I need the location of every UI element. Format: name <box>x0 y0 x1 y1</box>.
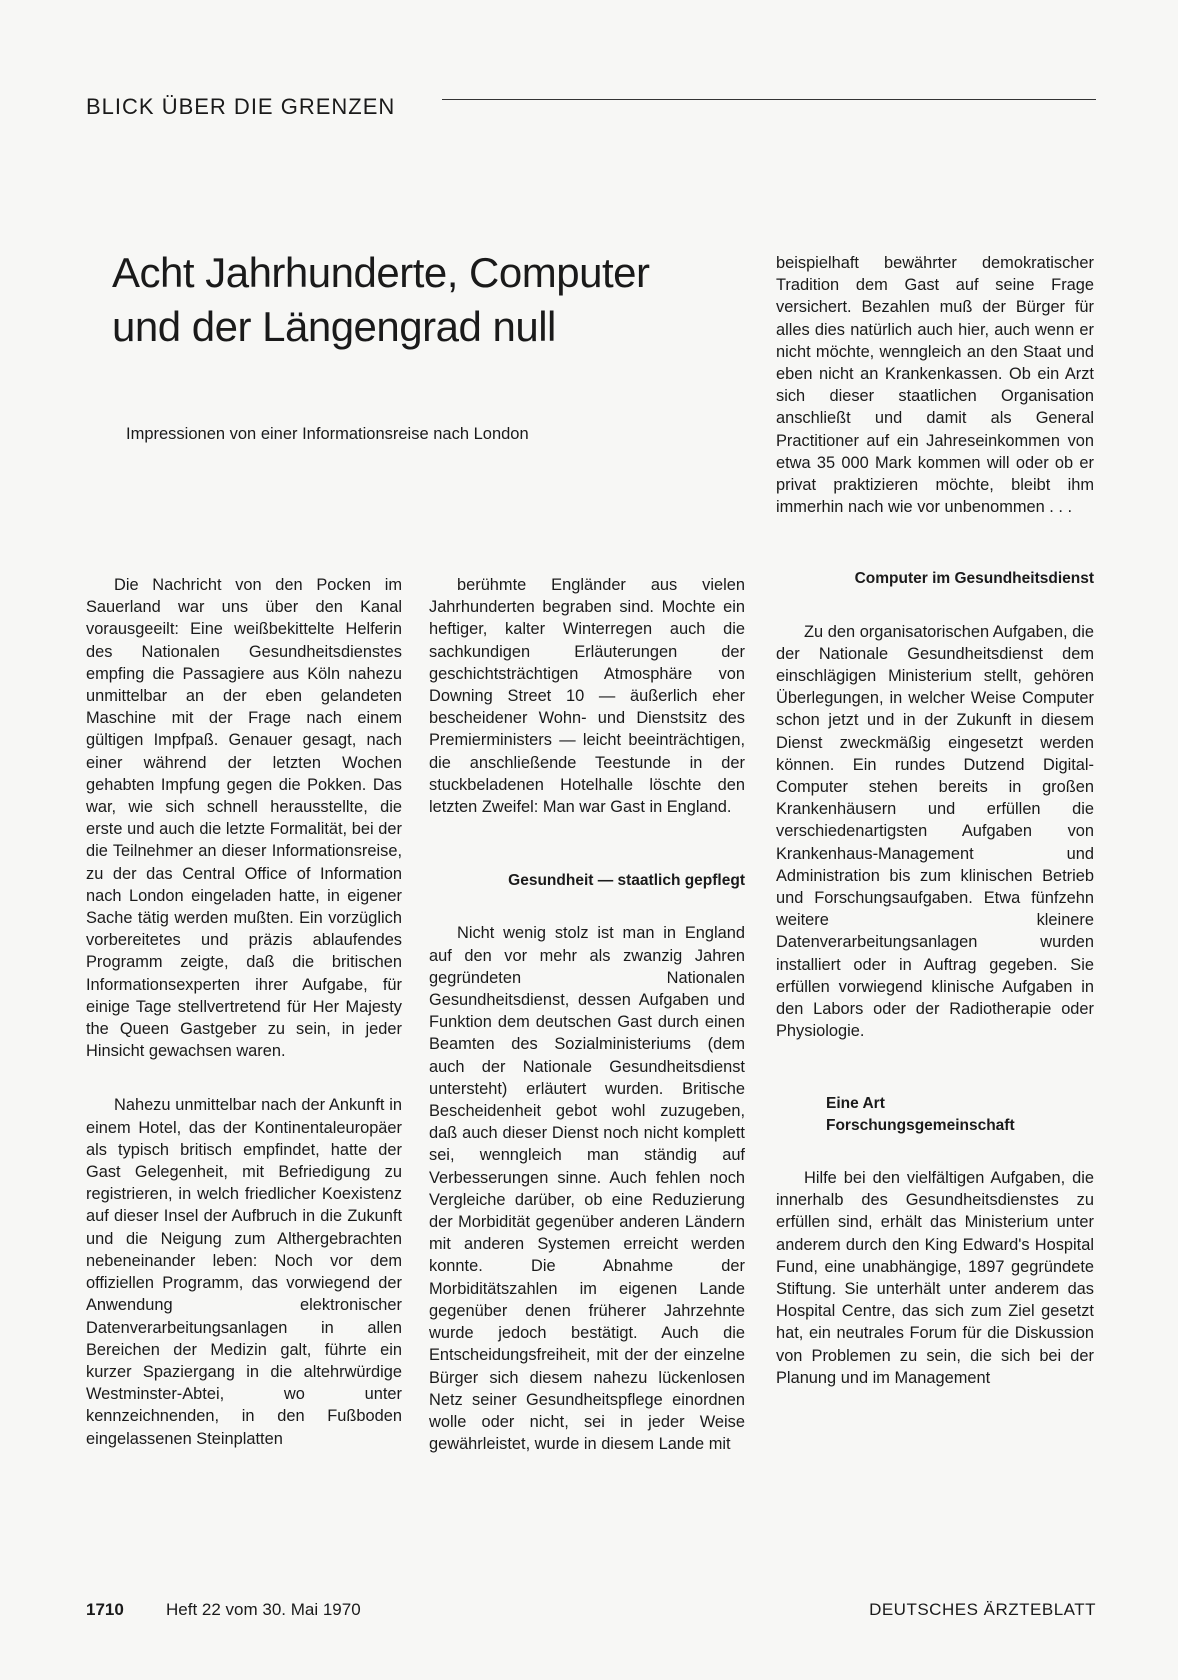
column-2 <box>429 574 745 1455</box>
paragraph: Zu den organisatorischen Aufgaben, die der Nationale Gesundheitsdienst dem einschlägigen Ministerium stellt, gehören Überlegungen, in welcher Weise Computer schon jetzt und in der Zukunft in diesem Dienst zweckmäßig eingesetzt werden können. Ein rundes Dutzend Digital-Computer stehen bereits in großen Krankenhäusern und erfüllen die verschiedenartigsten Aufgaben von Krankenhaus-Management und Administration bis zum klinischen Betrieb und Forschungsaufgaben. Etwa fünfzehn weitere kleinere Datenverarbeitungsanlagen wurden installiert oder in Auftrag gegeben. Sie erfüllen vorwiegend klinische Aufgaben in den Labors oder der Radiotherapie oder Physiologie. <box>776 622 1094 1041</box>
paragraph: Hilfe bei den vielfältigen Aufgaben, die innerhalb des Gesundheitsdienstes zu erfüllen sind, erhält das Ministerium unter anderem durch den King Edward's Hospital Fund, eine unabhängige, 1897 gegründete Stiftung. Sie unterhält unter anderem das Hospital Centre, das sich zum Ziel gesetzt hat, ein neutrales Forum für die Diskussion von Problemen zu sein, die sich bei der Planung und im Management <box>776 1168 1094 1387</box>
page-number: 1710 <box>86 1600 124 1619</box>
column-1 <box>86 574 402 1450</box>
article-title: Acht Jahrhunderte, Computer und der Längengrad null <box>112 249 650 350</box>
article-subtitle: Impressionen von einer Informationsreise nach London <box>126 425 529 443</box>
paragraph: beispielhaft bewährter demokratischer Tradition dem Gast auf seine Frage versichert. Bezahlen muß der Bürger für alles dies natürlich auch hier, auch wenn er nicht möchte, wenngleich an den Staat und eben nicht an Krankenkassen. Ob ein Arzt sich dieser staatlichen Organisation anschließt und damit als General Practitioner auf ein Jahreseinkommen von etwa 35 000 Mark kommen will oder ob er privat praktizieren möchte, bleibt ihm immerhin nach wie vor unbenommen . . . <box>776 254 1094 517</box>
subheading: Computer im Gesundheitsdienst <box>854 570 1094 588</box>
paragraph: Die Nachricht von den Pocken im Sauerland war uns über den Kanal vorausgeeilt: Eine weißbekittelte Helferin des Nationalen Gesundheitsdienstes empfing die Passagiere aus Köln nahezu unmittelbar an der eben gelandeten Maschine mit der Frage nach einem gültigen Impfpaß. Genauer gesagt, nach einer während der letzten Wochen gehabten Impfung gegen die Pokken. Das war, wie sich schnell herausstellte, die erste und auch die letzte Formalität, bei der die Teilnehmer an dieser Informationsreise, zu der das Central Office of Information nach London eingeladen hatte, in eigener Sache tätig werden mußten. Ein vorzüglich vorbereitetes und präzis ablaufendes Programm zeigte, daß die britischen Informationsexperten ihrer Aufgabe, für einige Tage stellvertretend für Her Majesty the Queen Gastgeber zu sein, in jeder Hinsicht gewachsen waren. <box>86 576 402 1061</box>
header-rule <box>442 99 1096 100</box>
journal-name: DEUTSCHES ÄRZTEBLATT <box>869 1600 1096 1619</box>
paragraph: Nahezu unmittelbar nach der Ankunft in einem Hotel, das der Kontinentaleuropäer als typisch britisch empfindet, hatte der Gast Gelegenheit, mit Befriedigung zu registrieren, in welch friedlicher Koexistenz auf dieser Insel der Aufbruch in die Zukunft und die Neigung zum Althergebrachten nebeneinander leben: Noch vor dem offiziellen Programm, das vorwiegend der Anwendung elektronischer Datenverarbeitungsanlagen in allen Bereichen der Medizin galt, führte ein kurzer Spaziergang in die altehrwürdige Westminster-Abtei, wo unter kennzeichnenden, in den Fußboden eingelassenen Steinplatten <box>86 1096 402 1448</box>
paragraph: Nicht wenig stolz ist man in England auf den vor mehr als zwanzig Jahren gegründeten Nationalen Gesundheitsdienst, dessen Aufgaben und Funktion dem deutschen Gast durch einen Beamten des Sozialministeriums (dem auch der Nationale Gesundheitsdienst untersteht) erläutert wurden. Britische Bescheidenheit gebot wohl zuzugeben, daß auch dieser Dienst noch nicht komplett sei, wenngleich man ständig auf Verbesserungen sinne. Auch fehlen noch Vergleiche darüber, ob eine Reduzierung der Morbidität gegenüber anderen Ländern mit anderen Systemen erreicht werden konnte. Die Abnahme der Morbiditätszahlen im eigenen Lande gegenüber denen früherer Jahrzehnte wurde jedoch bestätigt. Auch die Entscheidungsfreiheit, mit der der einzelne Bürger sich diesem nahezu lückenlosen Netz seiner Gesundheitspflege einordnen wolle oder nicht, sei in jeder Weise gewährleistet, wurde in diesem Lande mit <box>429 924 745 1454</box>
subheading: Eine Art <box>826 1094 885 1112</box>
column-3 <box>776 252 1094 1389</box>
subheading: Forschungsgemeinschaft <box>826 1116 1015 1134</box>
section-label: BLICK ÜBER DIE GRENZEN <box>86 94 396 119</box>
page-header <box>86 94 1096 124</box>
subheading: Gesundheit — staatlich gepflegt <box>508 872 745 890</box>
paragraph: berühmte Engländer aus vielen Jahrhunderten begraben sind. Mochte ein heftiger, kalter Winterregen auch die sachkundigen Erläuterungen der geschichtsträchtigen Atmosphäre von Downing Street 10 — äußerlich eher bescheidener Wohn- und Dienstsitz des Premierministers — leicht beeinträchtigen, die anschließende Teestunde in der stuckbeladenen Hotelhalle löschte den letzten Zweifel: Man war Gast in England. <box>429 576 745 817</box>
issue-info: Heft 22 vom 30. Mai 1970 <box>166 1600 361 1619</box>
